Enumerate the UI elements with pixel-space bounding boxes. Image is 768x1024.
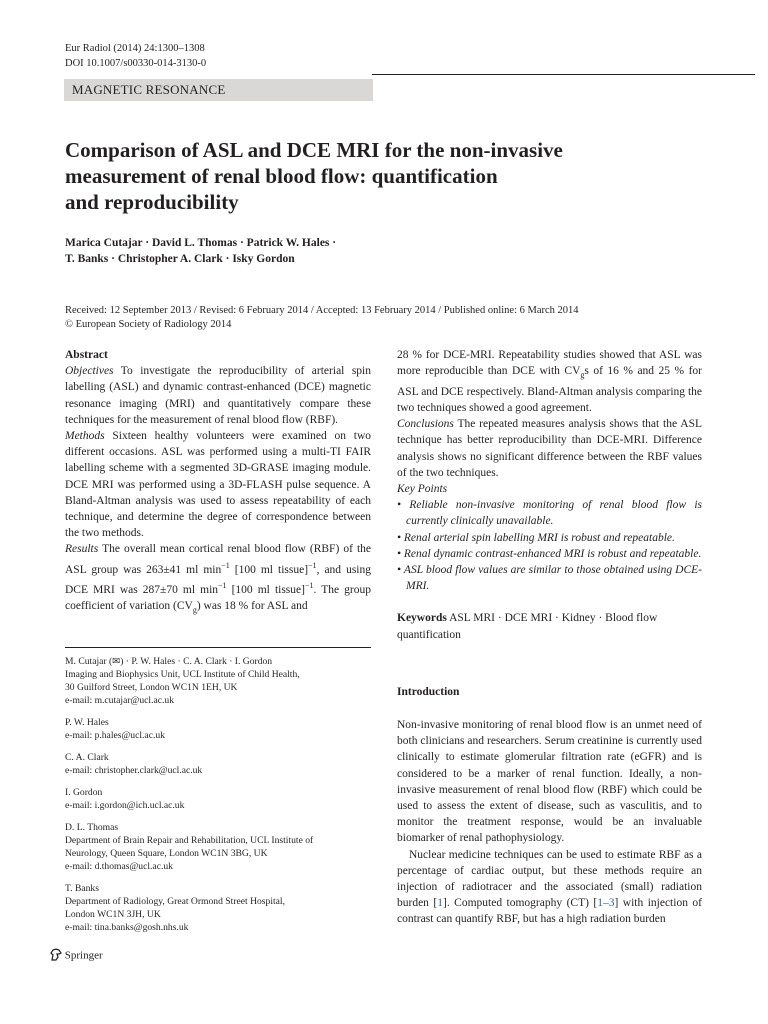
conclusions-label: Conclusions [397, 418, 454, 431]
authors-line: Marica Cutajar · David L. Thomas · Patrick W. Hales · [65, 237, 337, 249]
keywords-text: ASL MRI · DCE MRI · Kidney · Blood flow quantification [397, 612, 658, 641]
abstract-objectives [65, 363, 371, 428]
affiliation-email[interactable]: e-mail: p.hales@ucl.ac.uk [65, 730, 165, 741]
results-text: 28 % for DCE-MRI. Repeatability studies showed that ASL was more reproducible than DCE with CV [397, 349, 702, 378]
results-text: The overall mean cortical renal blood flow (RBF) of the ASL group was 263±41 ml min [65, 543, 371, 576]
affiliation-email[interactable]: e-mail: tina.banks@gosh.nhs.uk [65, 922, 189, 933]
abstract-left-column [65, 347, 371, 618]
affiliations [65, 655, 375, 943]
affiliation-line: D. L. Thomas [65, 822, 119, 833]
key-points [397, 497, 702, 594]
affiliation-line: 30 Guilford Street, London WC1N 1EH, UK [65, 682, 238, 693]
title-line: and reproducibility [65, 190, 239, 214]
section-label: MAGNETIC RESONANCE [72, 82, 226, 97]
affiliation-line: C. A. Clark [65, 752, 109, 763]
authors-line: T. Banks · Christopher A. Clark · Isky Gordon [65, 253, 295, 265]
conclusions-text: The repeated measures analysis shows that the ASL technique has better reproducibility than DCE-MRI. Difference analysis shows no significant difference between the RBF values of the two techniques. [397, 418, 702, 479]
results-text: [100 ml tissue] [226, 583, 305, 596]
affiliation-block [65, 882, 375, 934]
affiliation-line: Imaging and Biophysics Unit, UCL Institute of Child Health, [65, 669, 300, 680]
results-text: [100 ml tissue] [229, 563, 309, 576]
objectives-label: Objectives [65, 365, 114, 378]
affiliation-rule [65, 647, 371, 648]
affiliation-block [65, 786, 375, 812]
affiliation-block [65, 751, 375, 777]
citation-link[interactable]: 1 [437, 897, 443, 910]
article-title [65, 137, 665, 215]
section-band [64, 79, 373, 101]
abstract-results-continued [397, 347, 702, 416]
copyright-line: © European Society of Radiology 2014 [65, 319, 232, 330]
citation-link[interactable]: 1–3 [597, 897, 615, 910]
methods-text: Sixteen healthy volunteers were examined on two different occasions. ASL was performed using a multi-TI FAIR labelling scheme with a segmented 3D-GRASE imaging module. DCE MRI was performed using a 3D-FLASH pulse sequence. A Bland-Altman analysis was used to assess repeatability of each technique, and determine the degree of correspondence between the two methods. [65, 430, 371, 540]
results-text: . The group coefficient of variation (CV [65, 583, 371, 612]
introduction-paragraph: Non-invasive monitoring of renal blood flow is an unmet need of both clinicians and researchers. Serum creatinine is currently used clinically to estimate glomerular filtration rate (eGFR) and is considered to be a marker of renal function. Ideally, a non-invasive measurement of renal blood flow (RBF) which could be used to assess the extent of disease, such as vasculitis, and to monitor the treatment response, would be an invaluable biomarker of renal pathophysiology. [397, 719, 702, 845]
key-point: • Renal dynamic contrast-enhanced MRI is robust and repeatable. [397, 547, 702, 560]
keywords [397, 610, 702, 642]
title-line: measurement of renal blood flow: quantification [65, 164, 498, 188]
affiliation-line: London WC1N 3JH, UK [65, 909, 161, 920]
superscript: −1 [308, 560, 317, 570]
affiliation-line: I. Gordon [65, 787, 103, 798]
keywords-label: Keywords [397, 612, 447, 625]
publication-dates [65, 304, 685, 332]
affiliation-email[interactable]: e-mail: i.gordon@ich.ucl.ac.uk [65, 800, 185, 811]
springer-horse-icon [50, 948, 62, 964]
affiliation-block [65, 655, 375, 707]
results-label: Results [65, 543, 99, 556]
affiliation-block [65, 821, 375, 873]
publisher-name: Springer [64, 949, 103, 962]
affiliation-line: T. Banks [65, 883, 99, 894]
doi: DOI 10.1007/s00330-014-3130-0 [65, 58, 207, 69]
affiliation-line: Neurology, Queen Square, London WC1N 3BG, UK [65, 848, 268, 859]
key-point: • Renal arterial spin labelling MRI is robust and repeatable. [397, 531, 675, 544]
paragraph-text: ]. Computed tomography (CT) [ [442, 897, 598, 910]
publisher-mark [50, 948, 103, 964]
header-rule [372, 74, 755, 75]
affiliation-line: M. Cutajar (✉) · P. W. Hales · C. A. Clark · I. Gordon [65, 656, 273, 667]
affiliation-email[interactable]: e-mail: m.cutajar@ucl.ac.uk [65, 695, 174, 706]
journal-citation: Eur Radiol (2014) 24:1300–1308 [65, 43, 205, 54]
affiliation-line: P. W. Hales [65, 717, 109, 728]
results-text: s of 16 % and 25 % for ASL and DCE respectively. Bland-Altman analysis comparing the two techniques showed a good agreement. [397, 365, 702, 414]
subscript: g [580, 370, 585, 380]
abstract-methods [65, 428, 371, 541]
results-text: ) was 18 % for ASL and [196, 599, 308, 612]
objectives-text: To investigate the reproducibility of arterial spin labelling (ASL) and dynamic contrast-enhanced (DCE) magnetic resonance imaging (MRI) and quantitatively compare these techniques for the measurement of renal blood flow (RBF). [65, 365, 371, 426]
author-list [65, 235, 465, 267]
superscript: −1 [221, 560, 230, 570]
methods-label: Methods [65, 430, 105, 443]
abstract-heading: Abstract [65, 349, 108, 361]
abstract-right-column [397, 347, 702, 643]
subscript: g [192, 605, 197, 614]
key-point: • ASL blood flow values are similar to those obtained using DCE-MRI. [397, 563, 702, 593]
title-line: Comparison of ASL and DCE MRI for the non-invasive [65, 138, 563, 162]
results-text: , and using DCE MRI was 287±70 ml min [65, 563, 372, 596]
dates-line: Received: 12 September 2013 / Revised: 6 February 2014 / Accepted: 13 February 2014 / Published online: 6 March 2014 [65, 305, 579, 316]
introduction-paragraph [397, 847, 702, 928]
affiliation-line: Department of Brain Repair and Rehabilitation, UCL Institute of [65, 835, 314, 846]
affiliation-email[interactable]: e-mail: d.thomas@ucl.ac.uk [65, 861, 173, 872]
introduction-heading: Introduction [397, 686, 460, 698]
abstract-results [65, 541, 371, 618]
superscript: −1 [304, 580, 314, 590]
affiliation-email[interactable]: e-mail: christopher.clark@ucl.ac.uk [65, 765, 203, 776]
affiliation-line: Department of Radiology, Great Ormond Street Hospital, [65, 896, 285, 907]
introduction-body [397, 717, 702, 928]
key-points-label: Key Points [397, 482, 448, 495]
superscript: −1 [218, 580, 227, 590]
paragraph-text: Nuclear medicine techniques can be used to estimate RBF as a percentage of cardiac output, but these methods require an injection of radiotracer and the associated (small) radiation burden [ [397, 848, 702, 910]
key-point: • Reliable non-invasive monitoring of renal blood flow is currently clinically unavailable. [397, 499, 702, 528]
paragraph-text: ] with injection of contrast can quantify RBF, but has a high radiation burden [397, 897, 702, 926]
abstract-conclusions [397, 416, 702, 481]
affiliation-block [65, 716, 375, 742]
